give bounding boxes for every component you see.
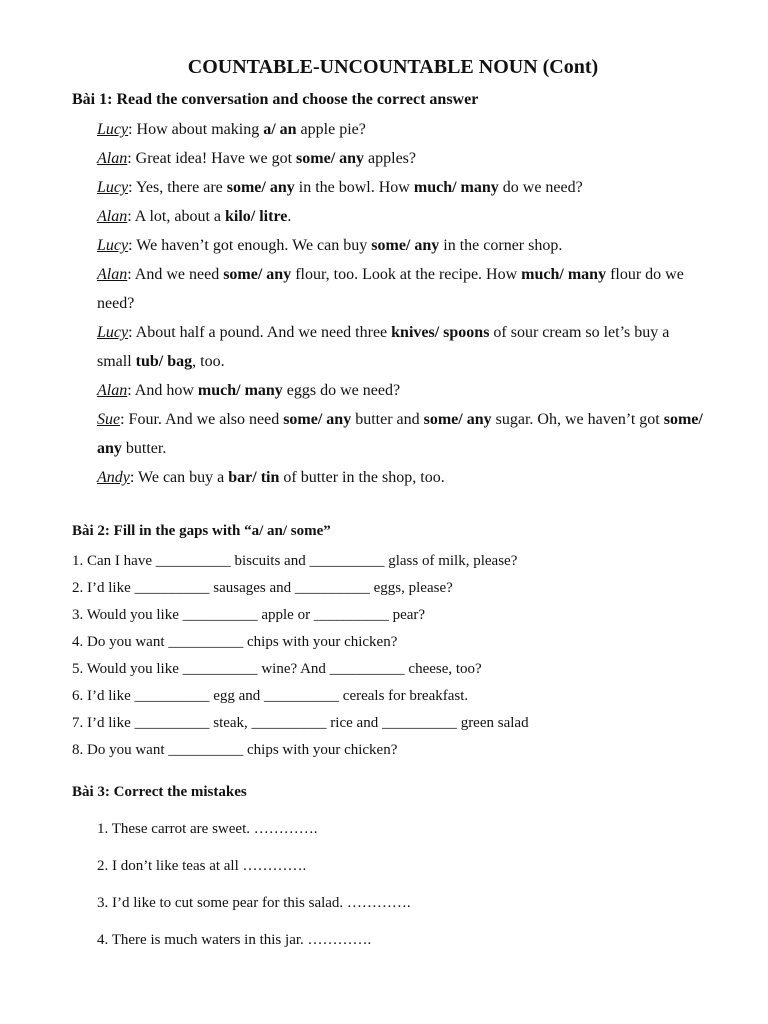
answer-choice: much/ many xyxy=(413,179,499,196)
answer-choice: some/ any xyxy=(283,411,352,428)
gap-fill-item: 6. I’d like __________ egg and __________ cereals for breakfast. xyxy=(72,688,469,704)
line-text: butter. xyxy=(121,440,167,457)
line-text: flour do we need? xyxy=(97,266,684,312)
conversation-line xyxy=(97,115,707,144)
speaker-name: Lucy xyxy=(97,324,129,341)
mistakes-list xyxy=(97,818,697,966)
line-text: : And how xyxy=(127,382,198,399)
gap-fill-item: 2. I’d like __________ sausages and __________ eggs, please? xyxy=(72,580,453,596)
line-text: : About half a pound. And we need three xyxy=(128,324,392,341)
speaker-name: Alan xyxy=(97,150,128,167)
answer-choice: some/ any xyxy=(97,411,703,457)
answer-choice: knives/ spoons xyxy=(391,324,490,341)
answer-choice: bar/ tin xyxy=(228,469,280,486)
answer-choice: some/ any xyxy=(226,179,295,196)
line-text: sugar. Oh, we haven’t got xyxy=(491,411,664,428)
line-text: flour, too. Look at the recipe. How xyxy=(291,266,522,283)
answer-choice: kilo/ litre xyxy=(225,208,288,225)
speaker-name: Alan xyxy=(97,208,128,225)
page-title: COUNTABLE-UNCOUNTABLE NOUN (Cont) xyxy=(187,56,599,78)
line-text: of butter in the shop, too. xyxy=(279,469,445,486)
line-text: do we need? xyxy=(498,179,583,196)
line-text: in the bowl. How xyxy=(294,179,414,196)
conversation-line xyxy=(97,318,707,376)
conversation-line xyxy=(97,202,707,231)
conversation-line xyxy=(97,405,707,463)
conversation xyxy=(97,115,707,492)
answer-choice: much/ many xyxy=(197,382,283,399)
mistake-item: 3. I’d like to cut some pear for this salad. …………. xyxy=(97,895,411,911)
speaker-name: Lucy xyxy=(97,121,129,138)
line-text: : Yes, there are xyxy=(128,179,227,196)
gap-fill-item: 4. Do you want __________ chips with your chicken? xyxy=(72,634,398,650)
line-text: apple pie? xyxy=(296,121,366,138)
line-text: butter and xyxy=(351,411,424,428)
line-text: . xyxy=(287,208,292,225)
line-text: : A lot, about a xyxy=(127,208,225,225)
answer-choice: tub/ bag xyxy=(135,353,193,370)
gap-fill-item: 8. Do you want __________ chips with your chicken? xyxy=(72,742,398,758)
conversation-line xyxy=(97,173,707,202)
exercise-1-heading: Bài 1: Read the conversation and choose the correct answer xyxy=(72,91,479,108)
speaker-name: Lucy xyxy=(97,237,129,254)
line-text: of sour cream so let’s buy a small xyxy=(97,324,670,370)
line-text: : How about making xyxy=(128,121,264,138)
mistake-item: 1. These carrot are sweet. …………. xyxy=(97,821,318,837)
conversation-line xyxy=(97,376,707,405)
line-text: : We haven’t got enough. We can buy xyxy=(128,237,372,254)
gap-fill-item: 5. Would you like __________ wine? And __________ cheese, too? xyxy=(72,661,482,677)
answer-choice: a/ an xyxy=(263,121,297,138)
exercise-3-heading: Bài 3: Correct the mistakes xyxy=(72,784,247,800)
answer-choice: some/ any xyxy=(296,150,365,167)
conversation-line xyxy=(97,231,707,260)
speaker-name: Sue xyxy=(97,411,121,428)
conversation-line xyxy=(97,463,707,492)
line-text: : And we need xyxy=(127,266,224,283)
line-text: , too. xyxy=(192,353,225,370)
gap-fill-item: 7. I’d like __________ steak, __________ rice and __________ green salad xyxy=(72,715,529,731)
gap-fill-item: 3. Would you like __________ apple or __________ pear? xyxy=(72,607,426,623)
line-text: : We can buy a xyxy=(129,469,229,486)
line-text: in the corner shop. xyxy=(439,237,563,254)
speaker-name: Andy xyxy=(97,469,130,486)
fill-in-gaps-list xyxy=(72,548,712,764)
line-text: : Great idea! Have we got xyxy=(127,150,297,167)
speaker-name: Alan xyxy=(97,382,128,399)
mistake-item: 4. There is much waters in this jar. …………. xyxy=(97,932,372,948)
line-text: eggs do we need? xyxy=(282,382,401,399)
conversation-line xyxy=(97,144,707,173)
line-text: apples? xyxy=(364,150,417,167)
gap-fill-item: 1. Can I have __________ biscuits and __________ glass of milk, please? xyxy=(72,553,518,569)
conversation-line xyxy=(97,260,707,318)
speaker-name: Alan xyxy=(97,266,128,283)
speaker-name: Lucy xyxy=(97,179,129,196)
answer-choice: much/ many xyxy=(521,266,607,283)
mistake-item: 2. I don’t like teas at all …………. xyxy=(97,858,307,874)
line-text: : Four. And we also need xyxy=(120,411,284,428)
answer-choice: some/ any xyxy=(371,237,440,254)
answer-choice: some/ any xyxy=(423,411,492,428)
exercise-2-heading: Bài 2: Fill in the gaps with “a/ an/ some” xyxy=(72,523,331,539)
answer-choice: some/ any xyxy=(223,266,292,283)
